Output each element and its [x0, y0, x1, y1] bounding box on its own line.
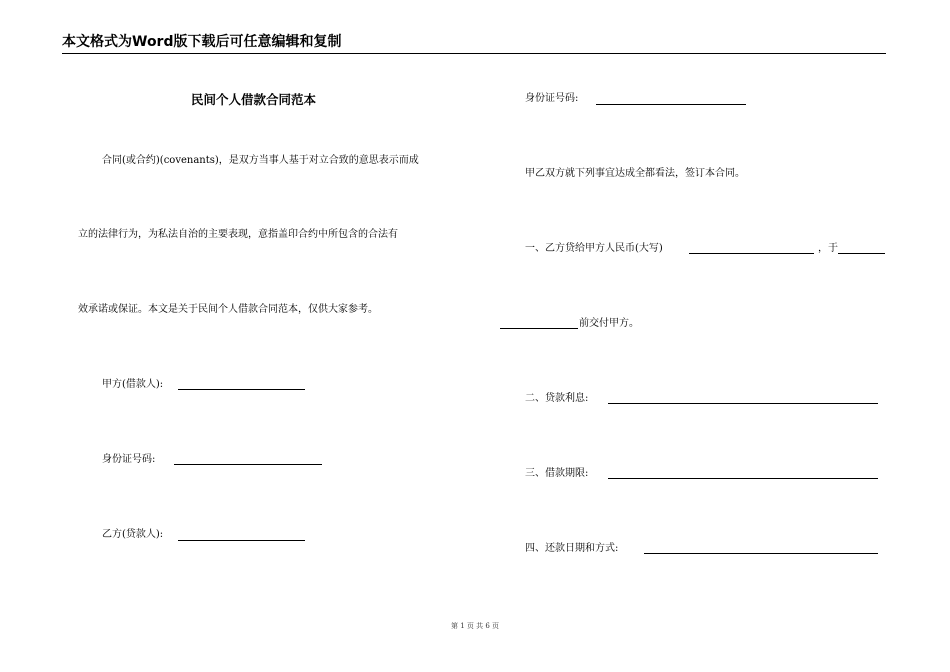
left-id-label: 身份证号码: [102, 454, 156, 465]
item-2-label: 二、贷款利息: [525, 393, 589, 404]
item-1-date-label: ，于 [818, 243, 838, 254]
intro-line-3: 效承诺或保证。本文是关于民间个人借款合同范本，仅供大家参考。 [78, 304, 378, 315]
right-id-label: 身份证号码: [525, 93, 579, 104]
header-title: 本文格式为Word版下载后可任意编辑和复制 [62, 34, 342, 50]
right-id-blank [596, 104, 746, 105]
interest-blank [608, 403, 878, 404]
term-blank [608, 478, 878, 479]
party-b-blank [178, 540, 305, 541]
item-3-label: 三、借款期限: [525, 468, 589, 479]
page-number: 第 1 页 共 6 页 [450, 622, 500, 630]
item-1-text: 一、乙方贷给甲方人民币(大写) [525, 243, 663, 254]
intro-line-1: 合同(或合约)(covenants)，是双方当事人基于对立合致的意思表示而成 [102, 155, 419, 166]
party-b-label: 乙方(贷款人): [102, 529, 164, 540]
party-a-label: 甲方(借款人): [102, 379, 164, 390]
amount-blank [689, 253, 814, 254]
item-4-label: 四、还款日期和方式: [525, 543, 619, 554]
repayment-blank [644, 553, 878, 554]
intro-line-2: 立的法律行为，为私法自治的主要表现，意指盖印合约中所包含的合法有 [78, 229, 398, 240]
date-blank-1 [838, 253, 885, 254]
agreement-statement: 甲乙双方就下列事宜达成全都看法，签订本合同。 [525, 168, 745, 179]
left-id-blank [174, 464, 322, 465]
date-blank-2 [500, 328, 578, 329]
page-header [62, 33, 886, 54]
party-a-blank [178, 389, 305, 390]
document-title: 民间个人借款合同范本 [191, 92, 317, 107]
item-1-continuation: 前交付甲方。 [579, 318, 639, 329]
